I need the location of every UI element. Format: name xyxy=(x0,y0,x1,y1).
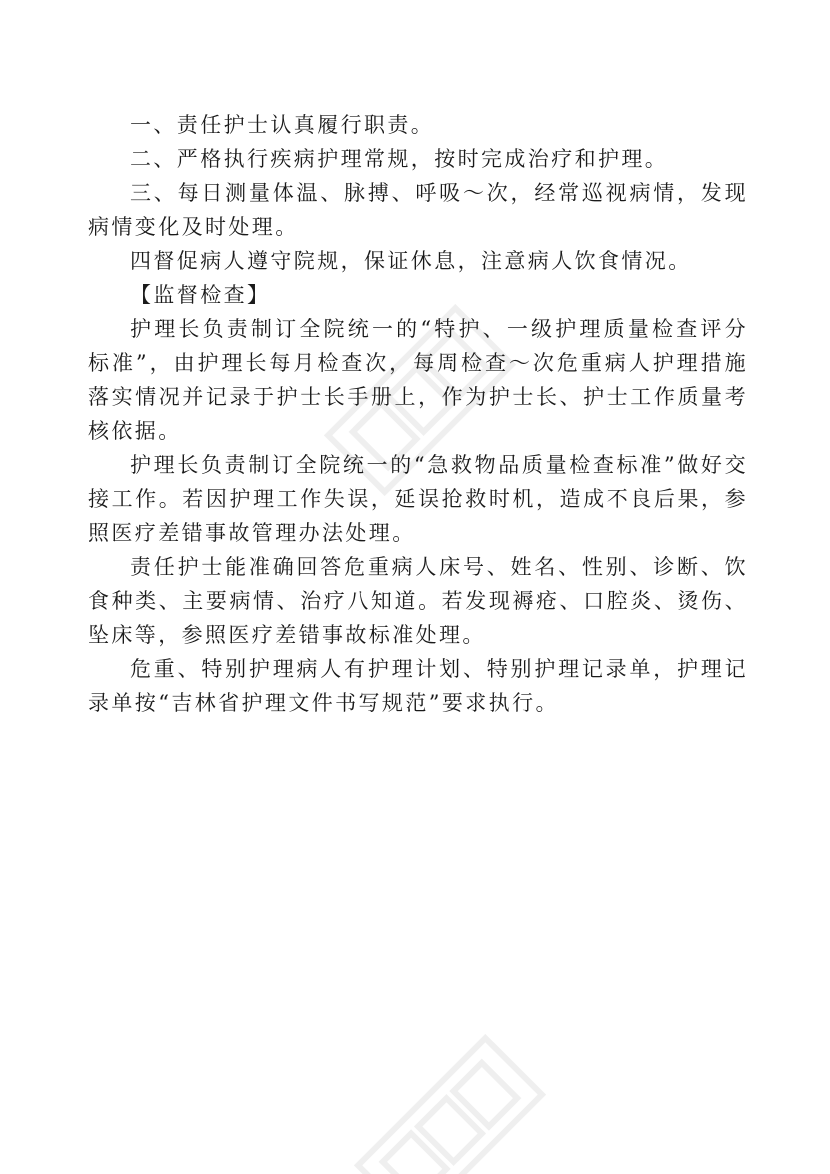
paragraph-duty-1: 一、责任护士认真履行职责。 xyxy=(130,113,435,137)
document-body xyxy=(88,108,748,720)
paragraph-supervision-3: 责任护士能准确回答危重病人床号、姓名、性别、诊断、饮食种类、主要病情、治疗八知道。若发现褥疮、口腔炎、烫伤、坠床等，参照医疗差错事故标准处理。 xyxy=(88,555,748,647)
paragraph-duty-3: 三、每日测量体温、脉搏、呼吸～次，经常巡视病情，发现病情变化及时处理。 xyxy=(88,181,748,239)
paragraph-duty-4: 四督促病人遵守院规，保证休息，注意病人饮食情况。 xyxy=(130,249,692,273)
paragraph-supervision-4: 危重、特别护理病人有护理计划、特别护理记录单，护理记录单按“吉林省护理文件书写规范”要求执行。 xyxy=(88,657,748,715)
section-heading-supervision: 【监督检查】 xyxy=(130,283,271,307)
watermark-logo-bottom xyxy=(320,1000,580,1174)
paragraph-supervision-2: 护理长负责制订全院统一的“急救物品质量检查标准”做好交接工作。若因护理工作失误，延误抢救时机，造成不良后果，参照医疗差错事故管理办法处理。 xyxy=(88,453,748,545)
paragraph-duty-2: 二、严格执行疾病护理常规，按时完成治疗和护理。 xyxy=(130,147,669,171)
paragraph-supervision-1: 护理长负责制订全院统一的“特护、一级护理质量检查评分标准”，由护理长每月检查次，每周检查～次危重病人护理措施落实情况并记录于护士长手册上，作为护士长、护士工作质量考核依据。 xyxy=(88,317,748,443)
